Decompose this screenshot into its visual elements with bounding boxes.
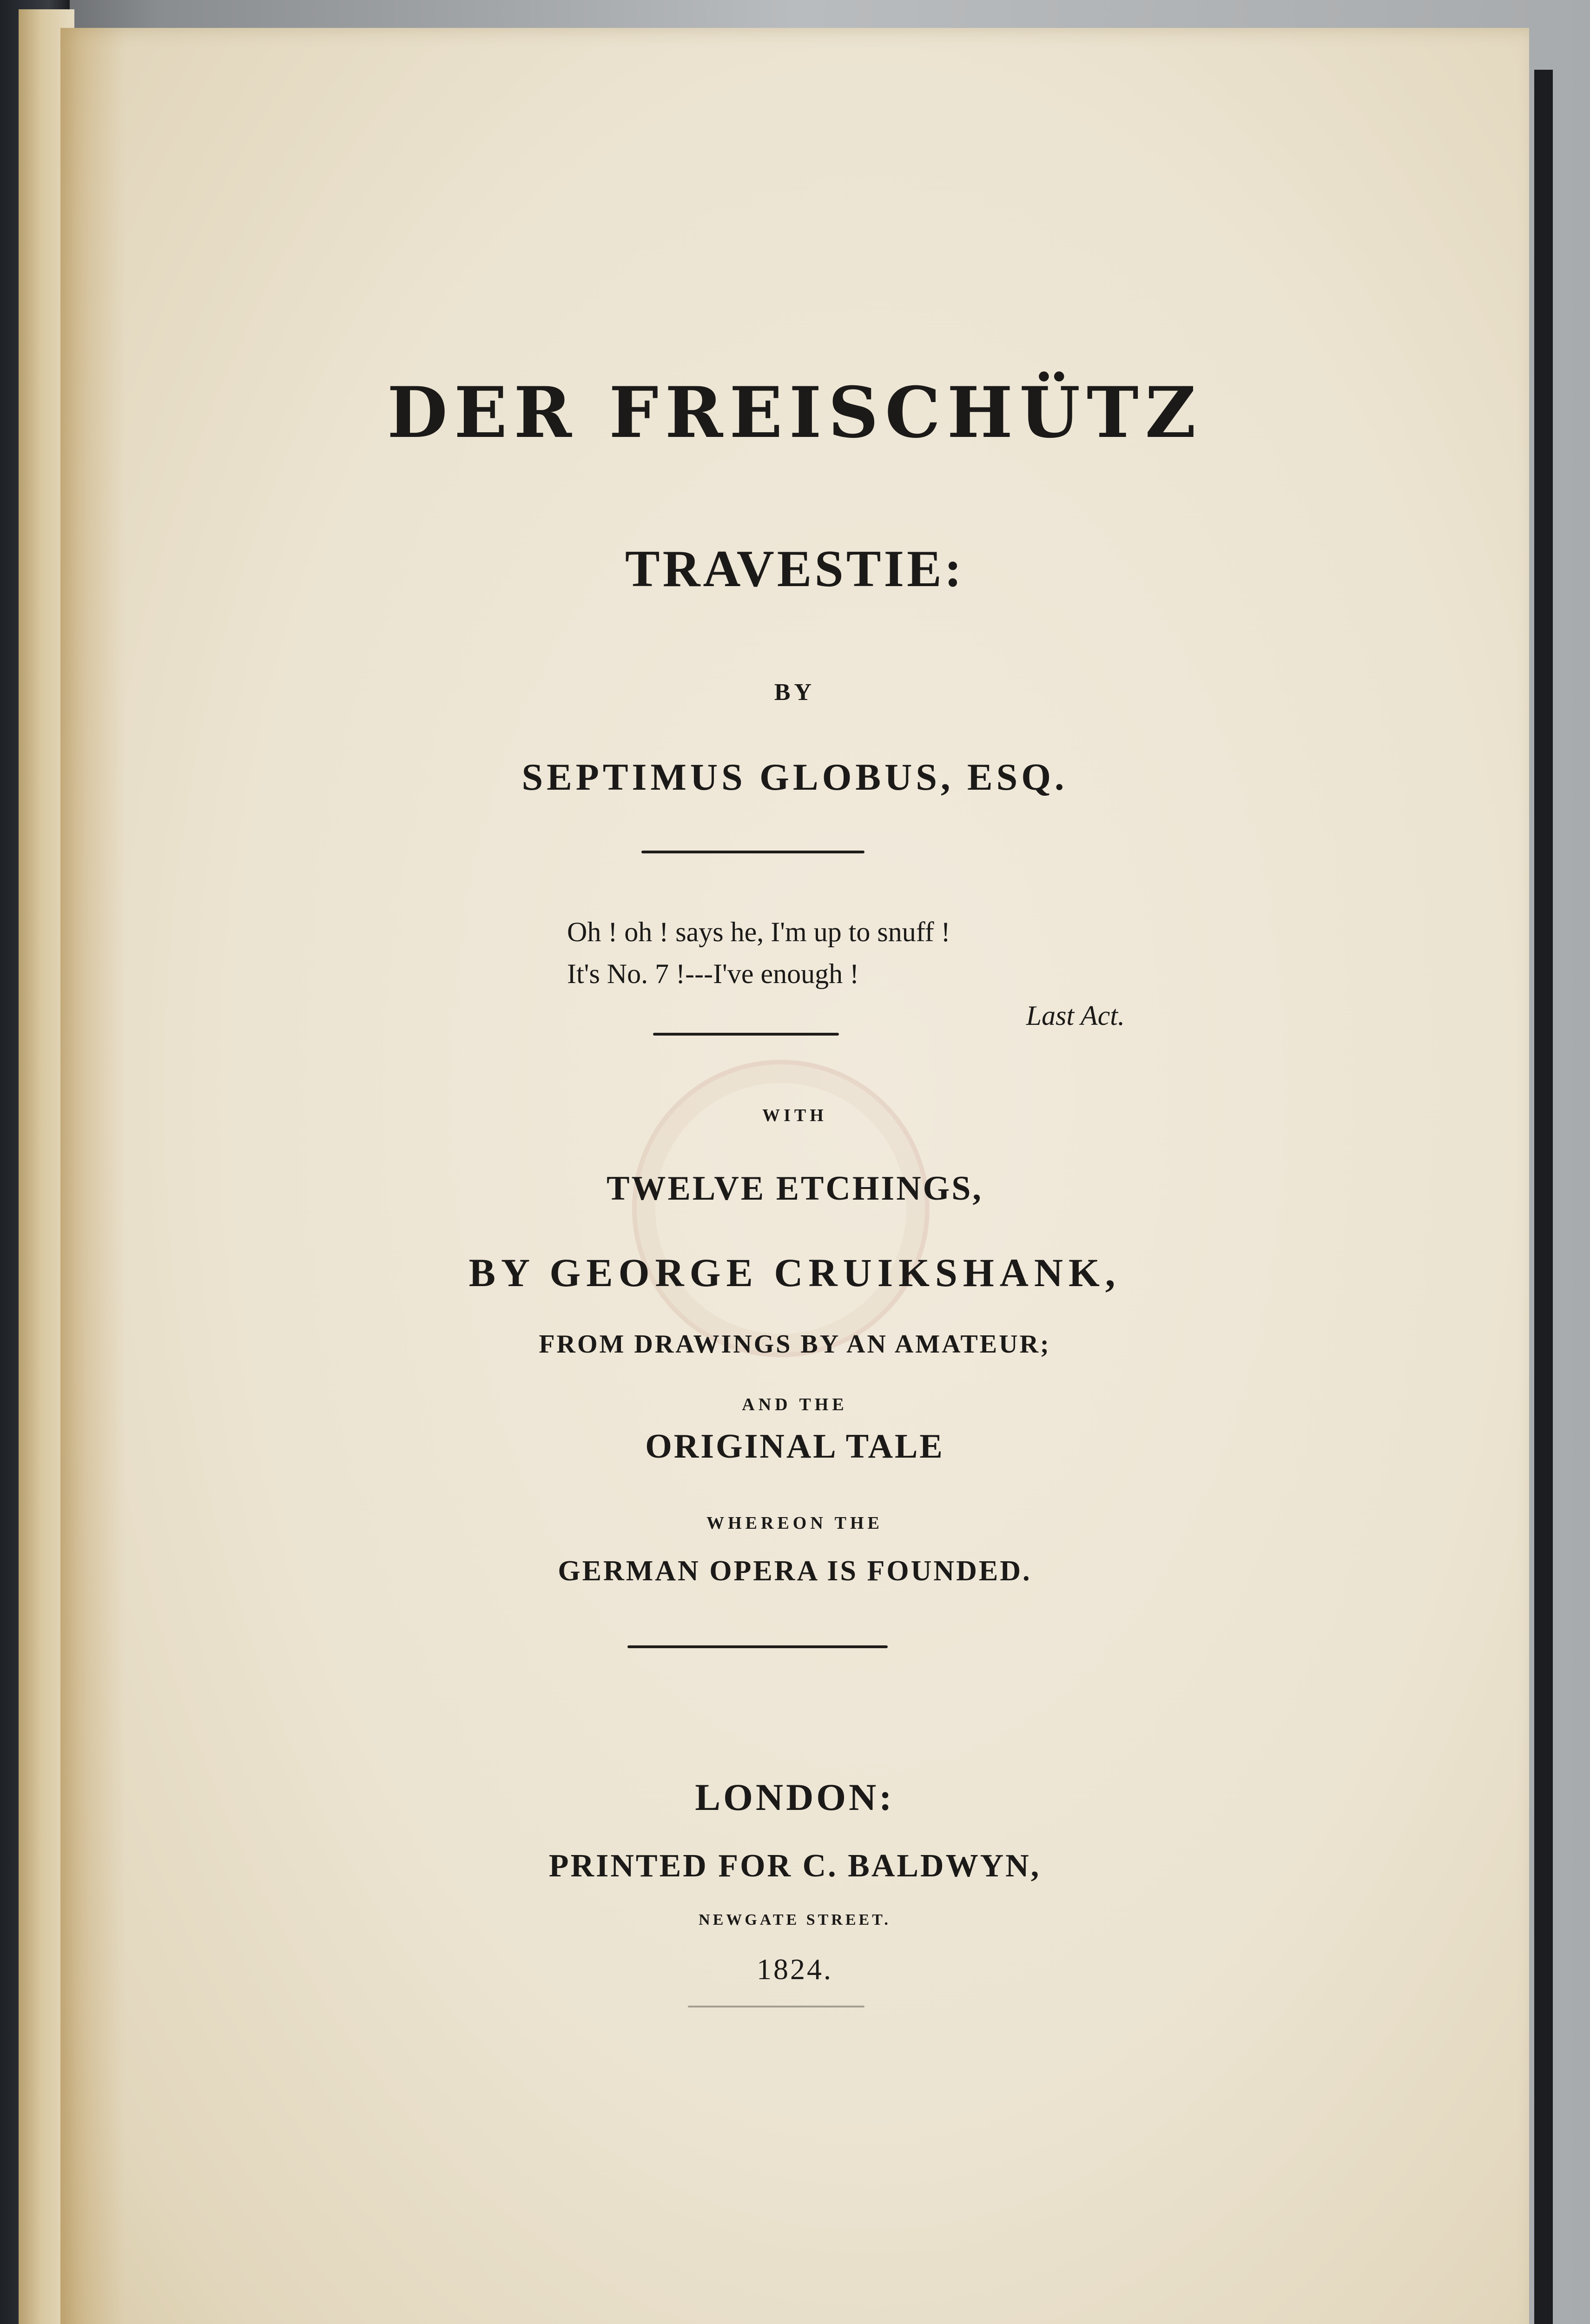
epigraph-line-1: Oh ! oh ! says he, I'm up to snuff ! <box>567 917 950 947</box>
library-stamp-show-through <box>632 1060 930 1357</box>
by-line-label: BY <box>774 679 816 706</box>
and-the-label: AND THE <box>742 1395 848 1414</box>
faint-rule <box>688 2006 864 2007</box>
offset-impression <box>60 2022 1529 2050</box>
imprint-street: NEWGATE STREET. <box>699 1911 891 1928</box>
title-page <box>60 28 1529 2324</box>
epigraph <box>567 911 1125 1037</box>
divider-rule <box>627 1645 888 1648</box>
book-title: DER FREISCHÜTZ <box>387 372 1203 454</box>
epigraph-citation: Last Act. <box>1026 1000 1125 1031</box>
divider-rule <box>653 1033 839 1036</box>
author-name: SEPTIMUS GLOBUS, ESQ. <box>521 756 1068 798</box>
original-tale-line: ORIGINAL TALE <box>645 1427 944 1466</box>
with-label: WITH <box>762 1106 827 1125</box>
imprint-year: 1824. <box>757 1953 833 1986</box>
artist-line: BY GEORGE CRUIKSHANK, <box>468 1250 1121 1295</box>
book-subtitle: TRAVESTIE: <box>625 540 965 598</box>
imprint-city: LONDON: <box>695 1776 895 1818</box>
etchings-line: TWELVE ETCHINGS, <box>607 1169 983 1208</box>
drawings-line: FROM DRAWINGS BY AN AMATEUR; <box>539 1330 1051 1359</box>
show-through-heading <box>60 846 1529 920</box>
epigraph-line-2: It's No. 7 !---I've enough ! <box>567 958 859 989</box>
opera-line: GERMAN OPERA IS FOUNDED. <box>558 1555 1032 1587</box>
imprint-printer: PRINTED FOR C. BALDWYN, <box>548 1848 1041 1884</box>
divider-rule <box>641 851 864 853</box>
book-binding-right <box>1534 70 1553 2324</box>
whereon-the-label: WHEREON THE <box>706 1513 883 1533</box>
